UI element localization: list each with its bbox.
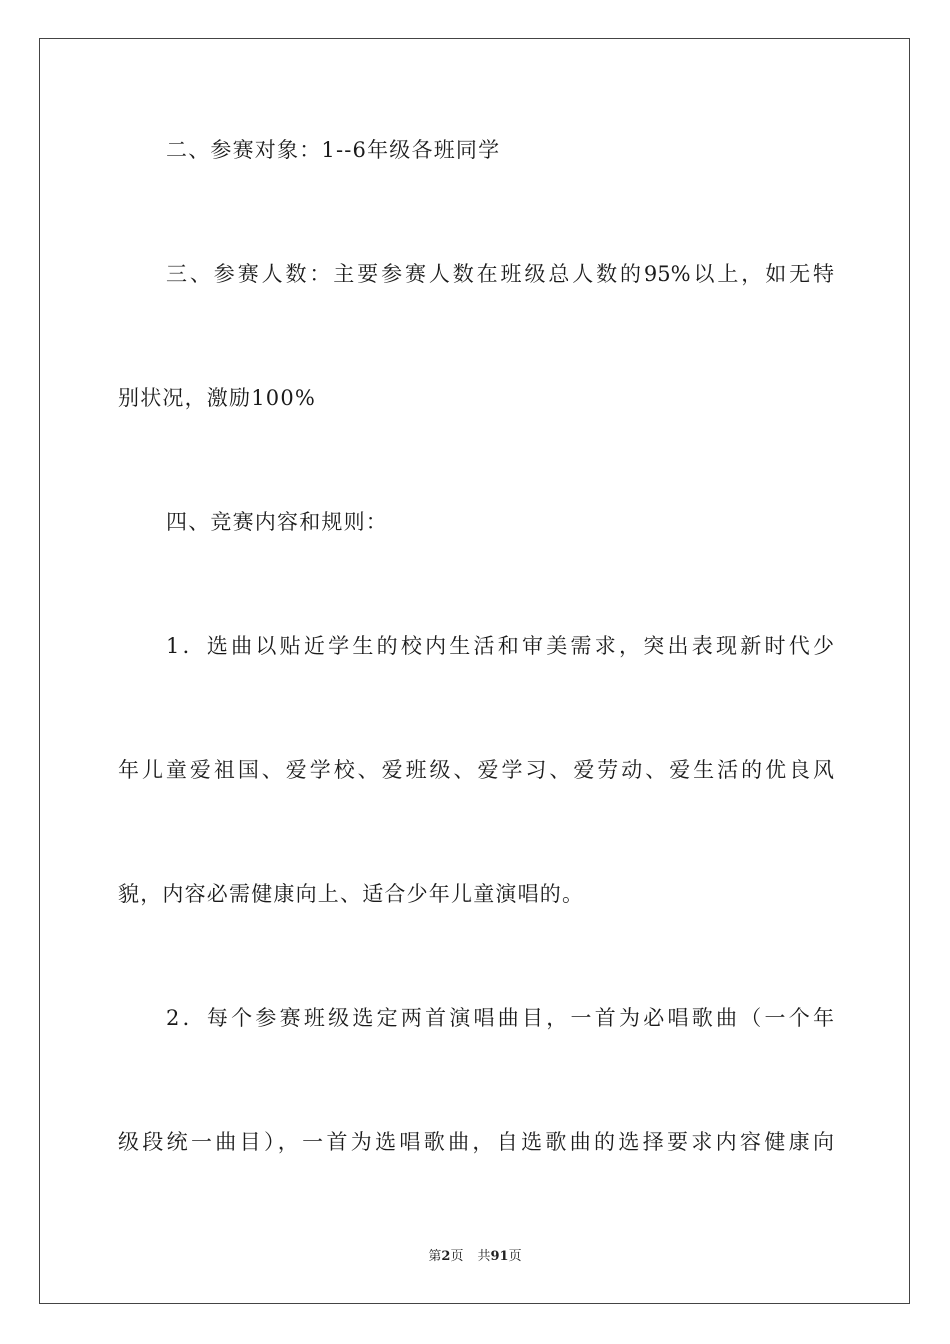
- footer-total-suffix: 页: [508, 1249, 522, 1264]
- paragraph-line: 四、竞赛内容和规则：: [166, 510, 388, 534]
- paragraph-line: 二、参赛对象：1--6年级各班同学: [166, 138, 501, 162]
- footer-total-prefix: 共: [477, 1249, 491, 1264]
- page-footer: [0, 1248, 950, 1266]
- footer-total-pages: 91: [490, 1249, 509, 1264]
- paragraph-line: 级段统一曲目），一首为选唱歌曲，自选歌曲的选择要求内容健康向: [118, 1130, 834, 1154]
- footer-page-suffix: 页: [450, 1249, 464, 1264]
- paragraph-line: 别状况，激励100%: [118, 386, 317, 410]
- footer-page-number: 2: [441, 1249, 451, 1264]
- paragraph-line: 1．选曲以贴近学生的校内生活和审美需求，突出表现新时代少: [166, 634, 834, 658]
- page-border: [39, 38, 910, 1304]
- paragraph-line: 年儿童爱祖国、爱学校、爱班级、爱学习、爱劳动、爱生活的优良风: [118, 758, 834, 782]
- paragraph-line: 貌，内容必需健康向上、适合少年儿童演唱的。: [118, 882, 585, 906]
- footer-page-prefix: 第: [428, 1249, 442, 1264]
- paragraph-line: 2．每个参赛班级选定两首演唱曲目，一首为必唱歌曲（一个年: [166, 1006, 834, 1030]
- paragraph-line: 三、参赛人数：主要参赛人数在班级总人数的95%以上，如无特: [166, 262, 834, 286]
